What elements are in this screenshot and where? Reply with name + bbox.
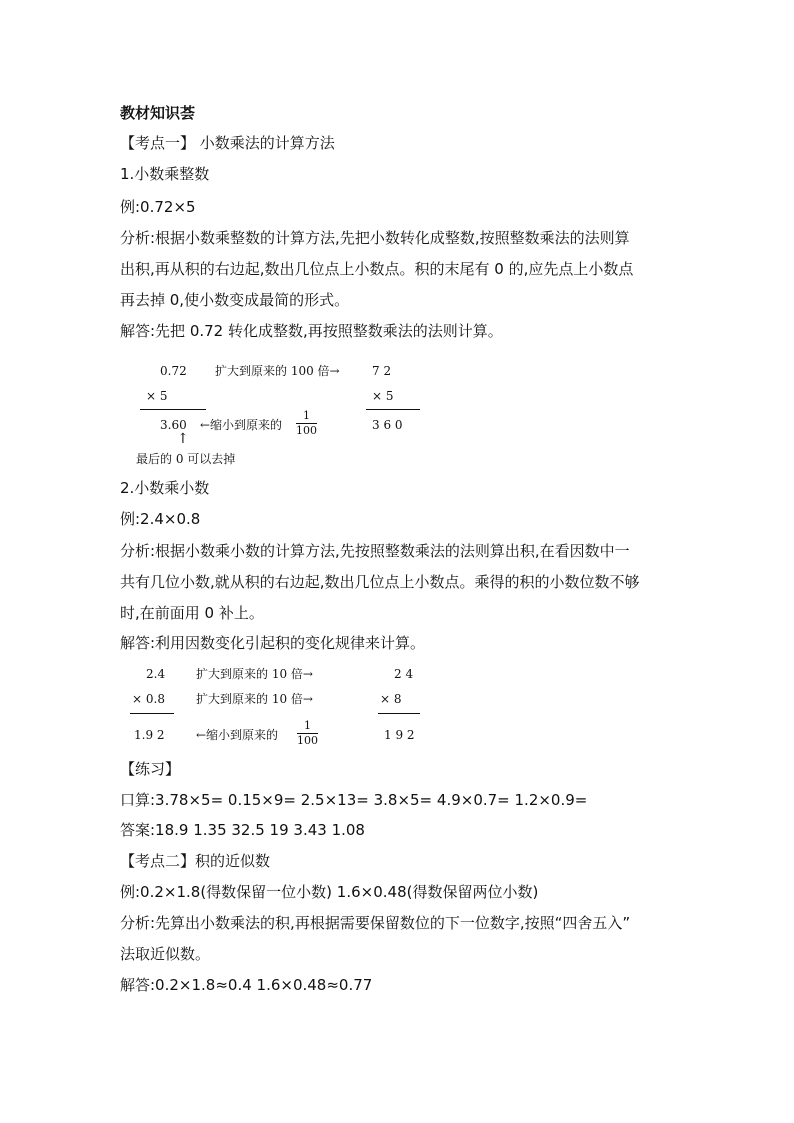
- analysis-1-line-3: 再去掉 0,使小数变成最简的形式。: [120, 291, 350, 309]
- calc2-int-top: 2 4: [394, 667, 414, 681]
- calc2-expand-note-1: 扩大到原来的 10 倍→: [196, 667, 313, 681]
- answer-2: 解答:利用因数变化引起积的变化规律来计算。: [120, 634, 426, 652]
- calc1-rule: [140, 409, 206, 410]
- calc2-int-result: 1 9 2: [384, 728, 415, 742]
- calc1-expand-note: 扩大到原来的 100 倍→: [215, 364, 340, 378]
- calc2-fraction-numerator: 1: [304, 719, 311, 732]
- calc2-fraction-denominator: 100: [297, 734, 318, 747]
- analysis-3-line-1: 分析:先算出小数乘法的积,再根据需要保留数位的下一位数字,按照“四舍五入”: [120, 914, 631, 932]
- section-title-practice: 【练习】: [120, 760, 181, 778]
- calc1-fraction-numerator: 1: [303, 409, 310, 422]
- example-1: 例:0.72×5: [120, 198, 196, 216]
- calc1-note: 最后的 0 可以去掉: [136, 452, 236, 466]
- answer-1: 解答:先把 0.72 转化成整数,再按照整数乘法的法则计算。: [120, 322, 503, 340]
- analysis-1-line-1: 分析:根据小数乘整数的计算方法,先把小数转化成整数,按照整数乘法的法则算: [120, 229, 630, 247]
- calc1-fraction: [296, 410, 317, 437]
- calc2-result: 1.9 2: [134, 728, 165, 742]
- calc2-shrink-note: ←缩小到原来的: [196, 728, 279, 742]
- calc2-int-multiplier: × 8: [380, 692, 402, 706]
- section-title-point1: 【考点一】 小数乘法的计算方法: [120, 134, 335, 152]
- analysis-3-line-2: 法取近似数。: [120, 945, 211, 963]
- example-3: 例:0.2×1.8(得数保留一位小数) 1.6×0.48(得数保留两位小数): [120, 883, 539, 901]
- calc2-top: 2.4: [146, 667, 166, 681]
- section-title-point2: 【考点二】积的近似数: [120, 852, 271, 870]
- calc1-int-rule: [366, 409, 420, 410]
- calc2-fraction: [297, 720, 318, 747]
- calc2-expand-note-2: 扩大到原来的 10 倍→: [196, 692, 313, 706]
- calc2-rule: [130, 713, 174, 714]
- analysis-2-line-3: 时,在前面用 0 补上。: [120, 604, 264, 622]
- analysis-2-line-2: 共有几位小数,就从积的右边起,数出几位点上小数点。乘得的积的小数位数不够: [120, 573, 640, 591]
- calc2-int-rule: [378, 713, 420, 714]
- example-2: 例:2.4×0.8: [120, 510, 201, 528]
- analysis-2-line-1: 分析:根据小数乘小数的计算方法,先按照整数乘法的法则算出积,在看因数中一: [120, 542, 630, 560]
- calc1-int-result: 3 6 0: [372, 418, 403, 432]
- calc1-top: 0.72: [160, 364, 187, 378]
- calc1-result: 3.60: [160, 418, 187, 432]
- calc1-int-multiplier: × 5: [372, 389, 394, 403]
- calc1-shrink-note: ←缩小到原来的: [200, 418, 283, 432]
- practice-oral: 口算:3.78×5= 0.15×9= 2.5×13= 3.8×5= 4.9×0.7= 1.2×0.9=: [120, 791, 588, 809]
- subheading-decimal-times-decimal: 2.小数乘小数: [120, 479, 210, 497]
- subheading-decimal-times-integer: 1.小数乘整数: [120, 165, 210, 183]
- calc2-multiplier: × 0.8: [132, 692, 165, 706]
- calc1-multiplier: × 5: [146, 389, 168, 403]
- analysis-1-line-2: 出积,再从积的右边起,数出几位点上小数点。积的末尾有 0 的,应先点上小数点: [120, 260, 634, 278]
- calc1-fraction-denominator: 100: [296, 424, 317, 437]
- page-heading: 教材知识荟: [120, 104, 196, 122]
- practice-answers: 答案:18.9 1.35 32.5 19 3.43 1.08: [120, 821, 365, 839]
- arrow-up-icon: ↑: [177, 431, 189, 447]
- answer-3: 解答:0.2×1.8≈0.4 1.6×0.48≈0.77: [120, 976, 373, 994]
- calc1-int-top: 7 2: [372, 364, 392, 378]
